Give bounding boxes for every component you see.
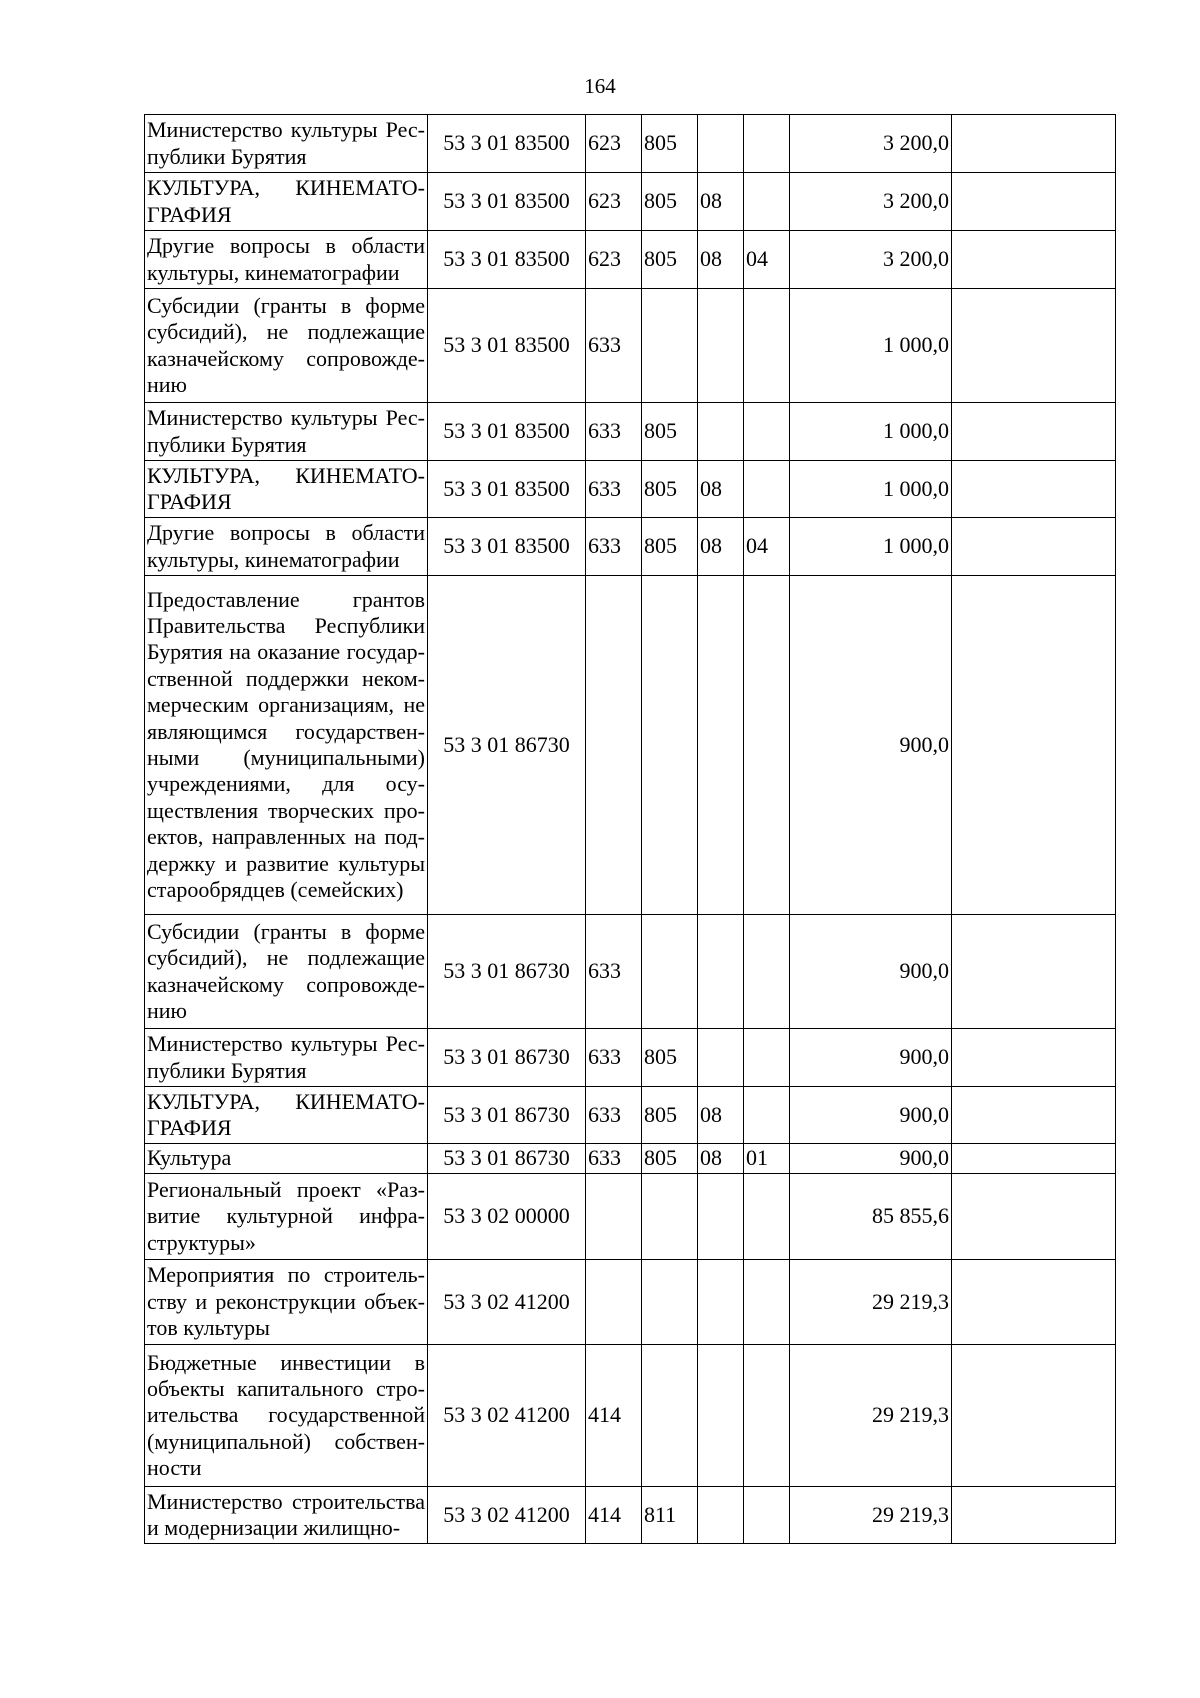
row-ministry-code: 805	[642, 115, 698, 173]
table-row	[145, 403, 1116, 461]
row-target-code: 53 3 01 86730	[428, 1029, 586, 1087]
row-target-code: 53 3 01 83500	[428, 289, 586, 403]
row-name: Субсидии (гранты в форме субсидий), не подлежащие казначейскому сопровождению	[145, 915, 428, 1029]
row-section: 08	[698, 518, 744, 576]
row-empty-cell	[952, 1345, 1116, 1487]
row-expense-type: 633	[586, 1029, 642, 1087]
row-name: КУЛЬТУРА, КИНЕМАТОГРАФИЯ	[145, 1087, 428, 1144]
row-ministry-code: 805	[642, 231, 698, 289]
row-expense-type: 623	[586, 173, 642, 231]
row-empty-cell	[952, 115, 1116, 173]
budget-table	[144, 114, 1116, 1544]
row-amount: 3 200,0	[790, 173, 952, 231]
table-row	[145, 1260, 1116, 1345]
row-name: КУЛЬТУРА, КИНЕМАТОГРАФИЯ	[145, 173, 428, 231]
table-row	[145, 1029, 1116, 1087]
row-amount: 900,0	[790, 576, 952, 915]
row-section: 08	[698, 461, 744, 518]
row-expense-type: 633	[586, 289, 642, 403]
table-row	[145, 289, 1116, 403]
row-target-code: 53 3 02 41200	[428, 1345, 586, 1487]
row-target-code: 53 3 01 83500	[428, 518, 586, 576]
row-name: Предоставление грантов Правительства Республики Бурятия на оказание государственной поддержки некоммерческим организациям, не являющимся государственными (муниципальными) учреждениями, для осуществления творческих проектов, направленных на поддержку и развитие культуры старообрядцев (семейских)	[145, 576, 428, 915]
row-subsection	[744, 576, 790, 915]
row-amount: 29 219,3	[790, 1345, 952, 1487]
row-expense-type: 623	[586, 231, 642, 289]
row-empty-cell	[952, 1144, 1116, 1174]
row-amount: 900,0	[790, 1029, 952, 1087]
row-target-code: 53 3 01 83500	[428, 403, 586, 461]
row-amount: 900,0	[790, 1087, 952, 1144]
row-expense-type: 633	[586, 1087, 642, 1144]
table-row	[145, 115, 1116, 173]
row-amount: 29 219,3	[790, 1487, 952, 1544]
row-empty-cell	[952, 461, 1116, 518]
row-subsection	[744, 173, 790, 231]
row-section	[698, 576, 744, 915]
row-target-code: 53 3 01 83500	[428, 231, 586, 289]
row-subsection: 04	[744, 231, 790, 289]
row-subsection: 04	[744, 518, 790, 576]
row-name: Другие вопросы в области культуры, кинематографии	[145, 518, 428, 576]
row-name: Бюджетные инвестиции в объекты капитального строительства государственной (муниципальной) собственности	[145, 1345, 428, 1487]
row-amount: 3 200,0	[790, 115, 952, 173]
row-empty-cell	[952, 173, 1116, 231]
row-target-code: 53 3 01 83500	[428, 115, 586, 173]
table-row	[145, 915, 1116, 1029]
row-empty-cell	[952, 518, 1116, 576]
row-section: 08	[698, 1144, 744, 1174]
row-amount: 29 219,3	[790, 1260, 952, 1345]
row-name: Министерство культуры Республики Бурятия	[145, 115, 428, 173]
row-ministry-code: 805	[642, 173, 698, 231]
row-ministry-code: 805	[642, 518, 698, 576]
row-expense-type	[586, 1174, 642, 1260]
row-section	[698, 1174, 744, 1260]
row-amount: 85 855,6	[790, 1174, 952, 1260]
row-amount: 1 000,0	[790, 403, 952, 461]
row-subsection	[744, 115, 790, 173]
row-expense-type	[586, 576, 642, 915]
row-ministry-code: 805	[642, 461, 698, 518]
row-subsection	[744, 915, 790, 1029]
row-expense-type: 414	[586, 1487, 642, 1544]
row-ministry-code: 805	[642, 403, 698, 461]
row-target-code: 53 3 02 41200	[428, 1487, 586, 1544]
row-empty-cell	[952, 403, 1116, 461]
row-target-code: 53 3 01 86730	[428, 1087, 586, 1144]
row-name: КУЛЬТУРА, КИНЕМАТОГРАФИЯ	[145, 461, 428, 518]
row-section	[698, 1345, 744, 1487]
row-amount: 900,0	[790, 915, 952, 1029]
row-subsection	[744, 1487, 790, 1544]
table-row	[145, 518, 1116, 576]
row-subsection	[744, 1087, 790, 1144]
row-subsection	[744, 403, 790, 461]
row-ministry-code: 805	[642, 1087, 698, 1144]
row-ministry-code: 805	[642, 1029, 698, 1087]
row-amount: 1 000,0	[790, 461, 952, 518]
row-ministry-code	[642, 915, 698, 1029]
table-row	[145, 173, 1116, 231]
row-empty-cell	[952, 1029, 1116, 1087]
row-expense-type: 414	[586, 1345, 642, 1487]
row-ministry-code	[642, 576, 698, 915]
row-expense-type: 633	[586, 403, 642, 461]
row-target-code: 53 3 02 41200	[428, 1260, 586, 1345]
row-empty-cell	[952, 1260, 1116, 1345]
row-name: Культура	[145, 1144, 428, 1174]
row-subsection: 01	[744, 1144, 790, 1174]
row-empty-cell	[952, 1174, 1116, 1260]
row-ministry-code	[642, 1174, 698, 1260]
row-subsection	[744, 289, 790, 403]
row-section	[698, 1487, 744, 1544]
row-target-code: 53 3 02 00000	[428, 1174, 586, 1260]
row-empty-cell	[952, 1487, 1116, 1544]
row-name: Региональный проект «Развитие культурной инфраструктуры»	[145, 1174, 428, 1260]
row-name: Министерство культуры Республики Бурятия	[145, 1029, 428, 1087]
row-section	[698, 115, 744, 173]
row-ministry-code: 805	[642, 1144, 698, 1174]
row-section	[698, 289, 744, 403]
row-expense-type: 633	[586, 915, 642, 1029]
row-name: Мероприятия по строительству и реконструкции объектов культуры	[145, 1260, 428, 1345]
table-row	[145, 1487, 1116, 1544]
row-expense-type: 623	[586, 115, 642, 173]
row-expense-type: 633	[586, 518, 642, 576]
page-number: 164	[584, 74, 616, 98]
row-ministry-code	[642, 289, 698, 403]
row-expense-type	[586, 1260, 642, 1345]
table-row	[145, 576, 1116, 915]
table-row	[145, 1144, 1116, 1174]
row-subsection	[744, 1260, 790, 1345]
row-subsection	[744, 461, 790, 518]
row-section: 08	[698, 231, 744, 289]
row-amount: 3 200,0	[790, 231, 952, 289]
row-empty-cell	[952, 576, 1116, 915]
row-empty-cell	[952, 915, 1116, 1029]
table-row	[145, 231, 1116, 289]
table-row	[145, 1087, 1116, 1144]
row-amount: 1 000,0	[790, 518, 952, 576]
row-target-code: 53 3 01 86730	[428, 915, 586, 1029]
row-ministry-code: 811	[642, 1487, 698, 1544]
row-target-code: 53 3 01 83500	[428, 461, 586, 518]
row-target-code: 53 3 01 86730	[428, 1144, 586, 1174]
row-empty-cell	[952, 1087, 1116, 1144]
row-section: 08	[698, 173, 744, 231]
row-target-code: 53 3 01 86730	[428, 576, 586, 915]
row-empty-cell	[952, 289, 1116, 403]
row-ministry-code	[642, 1345, 698, 1487]
row-target-code: 53 3 01 83500	[428, 173, 586, 231]
table-row	[145, 1174, 1116, 1260]
row-amount: 900,0	[790, 1144, 952, 1174]
row-name: Другие вопросы в области культуры, кинематографии	[145, 231, 428, 289]
row-name: Субсидии (гранты в форме субсидий), не подлежащие казначейскому сопровождению	[145, 289, 428, 403]
row-section: 08	[698, 1087, 744, 1144]
table-row	[145, 461, 1116, 518]
row-subsection	[744, 1345, 790, 1487]
row-subsection	[744, 1174, 790, 1260]
row-empty-cell	[952, 231, 1116, 289]
row-ministry-code	[642, 1260, 698, 1345]
row-expense-type: 633	[586, 1144, 642, 1174]
row-section	[698, 403, 744, 461]
row-section	[698, 1260, 744, 1345]
row-subsection	[744, 1029, 790, 1087]
row-section	[698, 915, 744, 1029]
row-amount: 1 000,0	[790, 289, 952, 403]
table-body	[145, 115, 1116, 1544]
row-section	[698, 1029, 744, 1087]
row-expense-type: 633	[586, 461, 642, 518]
row-name: Министерство строительства и модернизации жилищно-	[145, 1487, 428, 1544]
table-row	[145, 1345, 1116, 1487]
row-name: Министерство культуры Республики Бурятия	[145, 403, 428, 461]
